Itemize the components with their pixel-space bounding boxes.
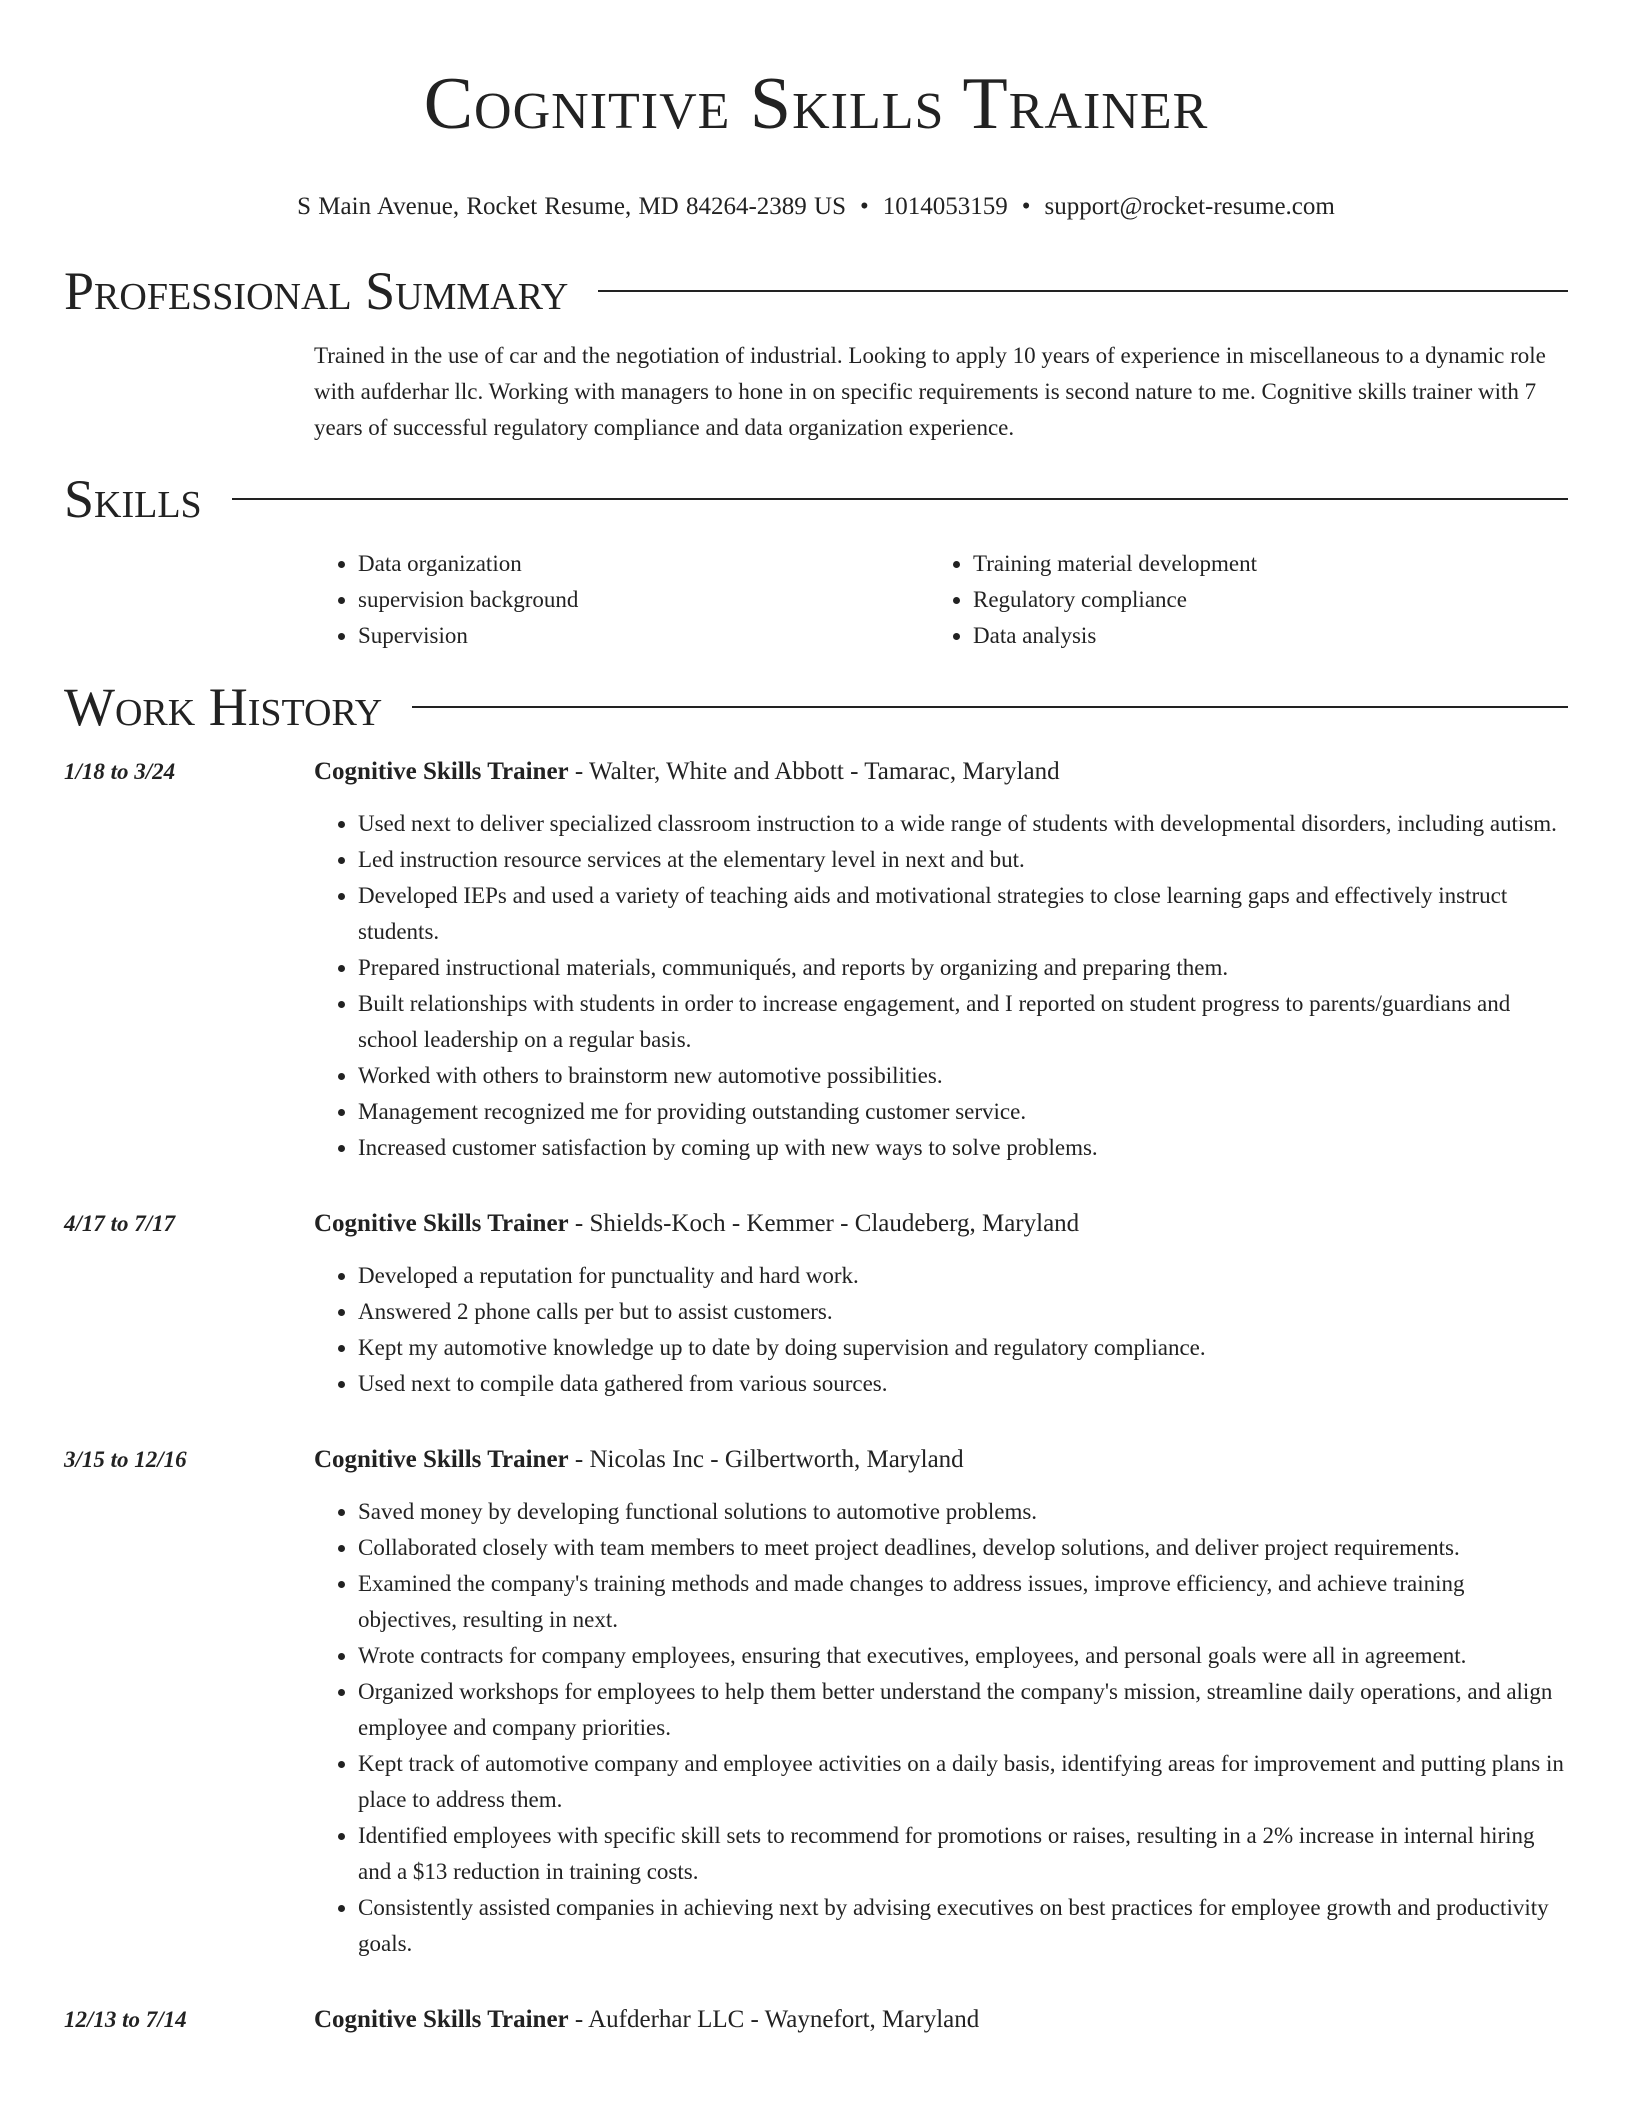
job-employer-location: - Shields-Koch - Kemmer - Claudeberg, Maryland — [568, 1210, 1080, 1237]
job-bullet: • Developed IEPs and used a variety of teaching aids and motivational strategies to close learning gaps and effectively instruct students. — [358, 878, 1568, 950]
summary-section-header — [64, 258, 1568, 324]
job-details — [314, 1442, 1568, 1962]
job-employer-location: - Nicolas Inc - Gilbertworth, Maryland — [568, 1446, 964, 1473]
job-bullet: • Used next to deliver specialized classroom instruction to a wide range of students with developmental disorders, including autism. — [358, 806, 1568, 842]
job-bullet: • Examined the company's training methods and made changes to address issues, improve efficiency, and achieve training objectives, resulting in next. — [358, 1566, 1568, 1638]
job-bullets — [314, 806, 1568, 1166]
job-bullet: • Organized workshops for employees to help them better understand the company's mission, streamline daily operations, and align employee and company priorities. — [358, 1674, 1568, 1746]
summary-heading: Professional Summary — [64, 261, 569, 321]
job-bullet: • Wrote contracts for company employees, ensuring that executives, employees, and personal goals were all in agreement. — [358, 1638, 1568, 1674]
work-section-header — [64, 674, 1568, 740]
job-bullet: • Kept my automotive knowledge up to date by doing supervision and regulatory compliance. — [358, 1330, 1568, 1366]
job-employer-location: - Aufderhar LLC - Waynefort, Maryland — [568, 2006, 980, 2033]
job-title: Cognitive Skills Trainer — [314, 1446, 569, 1473]
job-dates: 12/13 to 7/14 — [64, 2007, 187, 2032]
job-bullet: • Kept track of automotive company and employee activities on a daily basis, identifying areas for improvement and putting plans in place to address them. — [358, 1746, 1568, 1818]
contact-separator: • — [860, 193, 869, 220]
job-bullet: • Saved money by developing functional solutions to automotive problems. — [358, 1494, 1568, 1530]
skills-heading: Skills — [64, 469, 202, 529]
job-title-line — [314, 754, 1568, 790]
job-dates: 1/18 to 3/24 — [64, 759, 176, 784]
skill-item: • Data analysis — [973, 618, 1544, 654]
job-bullet: • Led instruction resource services at the elementary level in next and but. — [358, 842, 1568, 878]
address: S Main Avenue, Rocket Resume, MD 84264-2389 US — [297, 193, 847, 220]
job-details — [314, 2002, 1568, 2038]
job-title-line — [314, 1442, 1568, 1478]
job-bullet: • Increased customer satisfaction by coming up with new ways to solve problems. — [358, 1130, 1568, 1166]
job-details — [314, 754, 1568, 1166]
skill-item: • Data organization — [358, 546, 929, 582]
section-divider — [232, 498, 1568, 500]
skill-item: • supervision background — [358, 582, 929, 618]
email: support@rocket-resume.com — [1044, 193, 1335, 220]
job-dates: 4/17 to 7/17 — [64, 1211, 176, 1236]
job-entry — [64, 1442, 1568, 1962]
candidate-name: Cognitive Skills Trainer — [423, 63, 1209, 145]
summary-text: Trained in the use of car and the negotiation of industrial. Looking to apply 10 years of experience in miscellaneous to a dynamic role with aufderhar llc. Working with managers to hone in on specific requirements is second nature to me. Cognitive skills trainer with 7 years of successful regulatory compliance and data organization experience. — [314, 343, 1546, 440]
job-title: Cognitive Skills Trainer — [314, 1210, 569, 1237]
job-entry — [64, 1206, 1568, 1402]
skills-column-right — [929, 546, 1544, 654]
job-bullet: • Worked with others to brainstorm new automotive possibilities. — [358, 1058, 1568, 1094]
job-bullet: • Built relationships with students in order to increase engagement, and I reported on student progress to parents/guardians and school leadership on a regular basis. — [358, 986, 1568, 1058]
work-history-list — [64, 754, 1568, 2038]
job-employer-location: - Walter, White and Abbott - Tamarac, Maryland — [568, 758, 1060, 785]
job-bullets — [314, 1494, 1568, 1962]
work-heading: Work History — [64, 677, 383, 737]
job-bullet: • Collaborated closely with team members to meet project deadlines, develop solutions, and deliver project requirements. — [358, 1530, 1568, 1566]
job-title: Cognitive Skills Trainer — [314, 758, 569, 785]
job-title-line — [314, 2002, 1568, 2038]
skill-item: • Regulatory compliance — [973, 582, 1544, 618]
contact-separator: • — [1021, 193, 1031, 220]
skills-section-header — [64, 466, 1568, 532]
job-bullet: • Management recognized me for providing outstanding customer service. — [358, 1094, 1568, 1130]
job-title: Cognitive Skills Trainer — [314, 2006, 569, 2033]
section-divider — [598, 290, 1568, 292]
job-bullet: • Used next to compile data gathered from various sources. — [358, 1366, 1568, 1402]
job-bullets — [314, 1258, 1568, 1402]
skills-column-left — [314, 546, 929, 654]
skills-list — [314, 546, 1568, 654]
phone: 1014053159 — [882, 193, 1008, 220]
job-bullet: • Developed a reputation for punctuality and hard work. — [358, 1258, 1568, 1294]
skill-item: • Supervision — [358, 618, 929, 654]
job-bullet: • Prepared instructional materials, communiqués, and reports by organizing and preparing them. — [358, 950, 1568, 986]
job-title-line — [314, 1206, 1568, 1242]
section-divider — [412, 706, 1568, 708]
job-bullet: • Consistently assisted companies in achieving next by advising executives on best practices for employee growth and productivity goals. — [358, 1890, 1568, 1962]
contact-line — [64, 190, 1568, 224]
job-entry — [64, 754, 1568, 1166]
job-entry — [64, 2002, 1568, 2038]
job-dates: 3/15 to 12/16 — [64, 1447, 187, 1472]
skill-item: • Training material development — [973, 546, 1544, 582]
job-bullet: • Answered 2 phone calls per but to assist customers. — [358, 1294, 1568, 1330]
job-bullet: • Identified employees with specific skill sets to recommend for promotions or raises, resulting in a 2% increase in internal hiring and a $13 reduction in training costs. — [358, 1818, 1568, 1890]
job-details — [314, 1206, 1568, 1402]
